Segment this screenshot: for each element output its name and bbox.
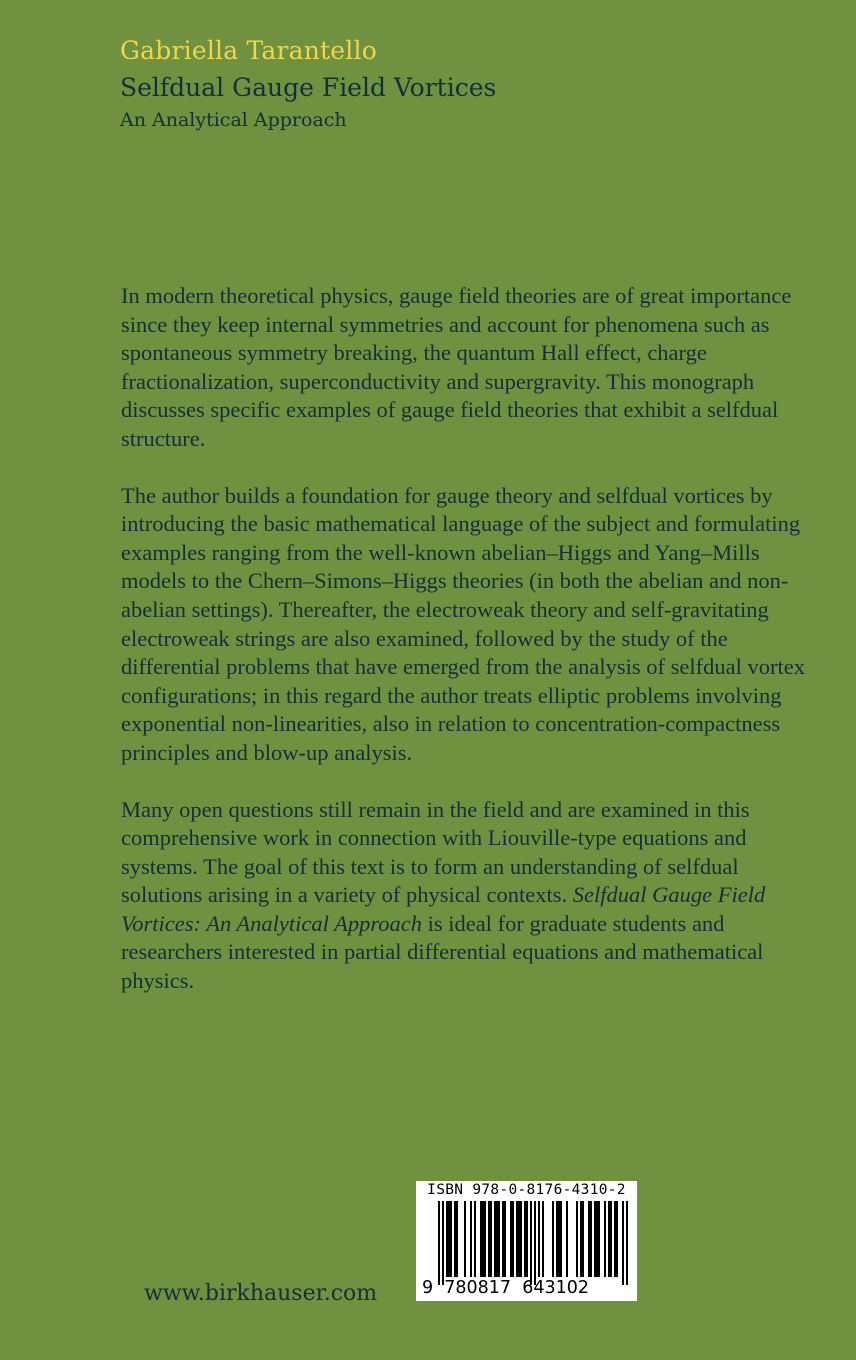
barcode-bar <box>464 1201 466 1277</box>
isbn-digits: 9 780817 643102 <box>422 1278 589 1298</box>
barcode-bar <box>488 1201 492 1277</box>
isbn-label: ISBN 978-0-8176-4310-2 <box>427 1182 626 1198</box>
barcode-bar <box>580 1201 584 1277</box>
barcode-bar <box>442 1201 444 1285</box>
barcode-bar <box>576 1201 578 1277</box>
book-subtitle: An Analytical Approach <box>120 109 347 131</box>
blurb-paragraph-3 <box>121 796 821 996</box>
blurb-p3-book-title: Selfdual Gauge Field Vortices: An Analytical Approach <box>121 882 766 936</box>
barcode-bar <box>494 1201 500 1277</box>
barcode-bar <box>454 1201 458 1277</box>
barcode-bar <box>524 1201 528 1277</box>
barcode-bar <box>556 1201 562 1277</box>
barcode-bar <box>626 1201 628 1285</box>
barcode-bar <box>594 1201 600 1277</box>
barcode-bar <box>474 1201 476 1277</box>
blurb-paragraph-1: In modern theoretical physics, gauge field theories are of great importance since they keep internal symmetries and account for phenomena such as spontaneous symmetry breaking, the quantum Hall effect, charge fractionalization, superconductivity and supergravity. This monograph discusses specific examples of gauge field theories that exhibit a selfdual structure. <box>121 283 792 451</box>
barcode-bar <box>588 1201 592 1277</box>
barcode-bar <box>530 1201 532 1285</box>
barcode-bar <box>502 1201 506 1277</box>
barcode-bar <box>438 1201 440 1285</box>
barcode-bar <box>470 1201 472 1277</box>
barcode-bar <box>510 1201 514 1277</box>
publisher-website[interactable]: www.birkhauser.com <box>144 1281 378 1306</box>
barcode-bar <box>516 1201 522 1277</box>
barcode-bar <box>480 1201 486 1277</box>
barcode-bar <box>604 1201 606 1277</box>
isbn-barcode <box>416 1181 637 1301</box>
blurb <box>121 282 821 1024</box>
barcode-bar <box>622 1201 624 1285</box>
barcode-bar <box>534 1201 536 1285</box>
blurb-p3-text-after: is ideal for graduate students and researchers interested in partial differential equations and mathematical physics. <box>121 910 764 994</box>
barcode-bar <box>614 1201 618 1277</box>
author-name: Gabriella Tarantello <box>120 36 377 65</box>
barcode-bar <box>552 1201 554 1277</box>
barcode-bar <box>538 1201 540 1277</box>
book-title: Selfdual Gauge Field Vortices <box>120 73 497 102</box>
blurb-p3-text-before: Many open questions still remain in the field and are examined in this comprehensive work in connection with Liouville-type equations and systems. The goal of this text is to form an understanding of selfdual solutions arising in a variety of physical contexts. <box>121 796 750 908</box>
blurb-paragraph-2: The author builds a foundation for gauge theory and selfdual vortices by introducing the basic mathematical language of the subject and formulating examples ranging from the well-known abelian–Higgs and Yang–Mills models to the Chern–Simons–Higgs theories (in both the abelian and non-abelian settings). Thereafter, the electroweak theory and self-gravitating electroweak strings are also examined, followed by the study of the differential problems that have emerged from the analysis of selfdual vortex configurations; in this regard the author treats elliptic problems involving exponential non-linearities, also in relation to concentration-compactness principles and blow-up analysis. <box>121 482 805 765</box>
barcode-bar <box>608 1201 612 1277</box>
barcode-bar <box>566 1201 568 1277</box>
barcode-bar <box>542 1201 544 1277</box>
barcode-bar <box>446 1201 452 1277</box>
